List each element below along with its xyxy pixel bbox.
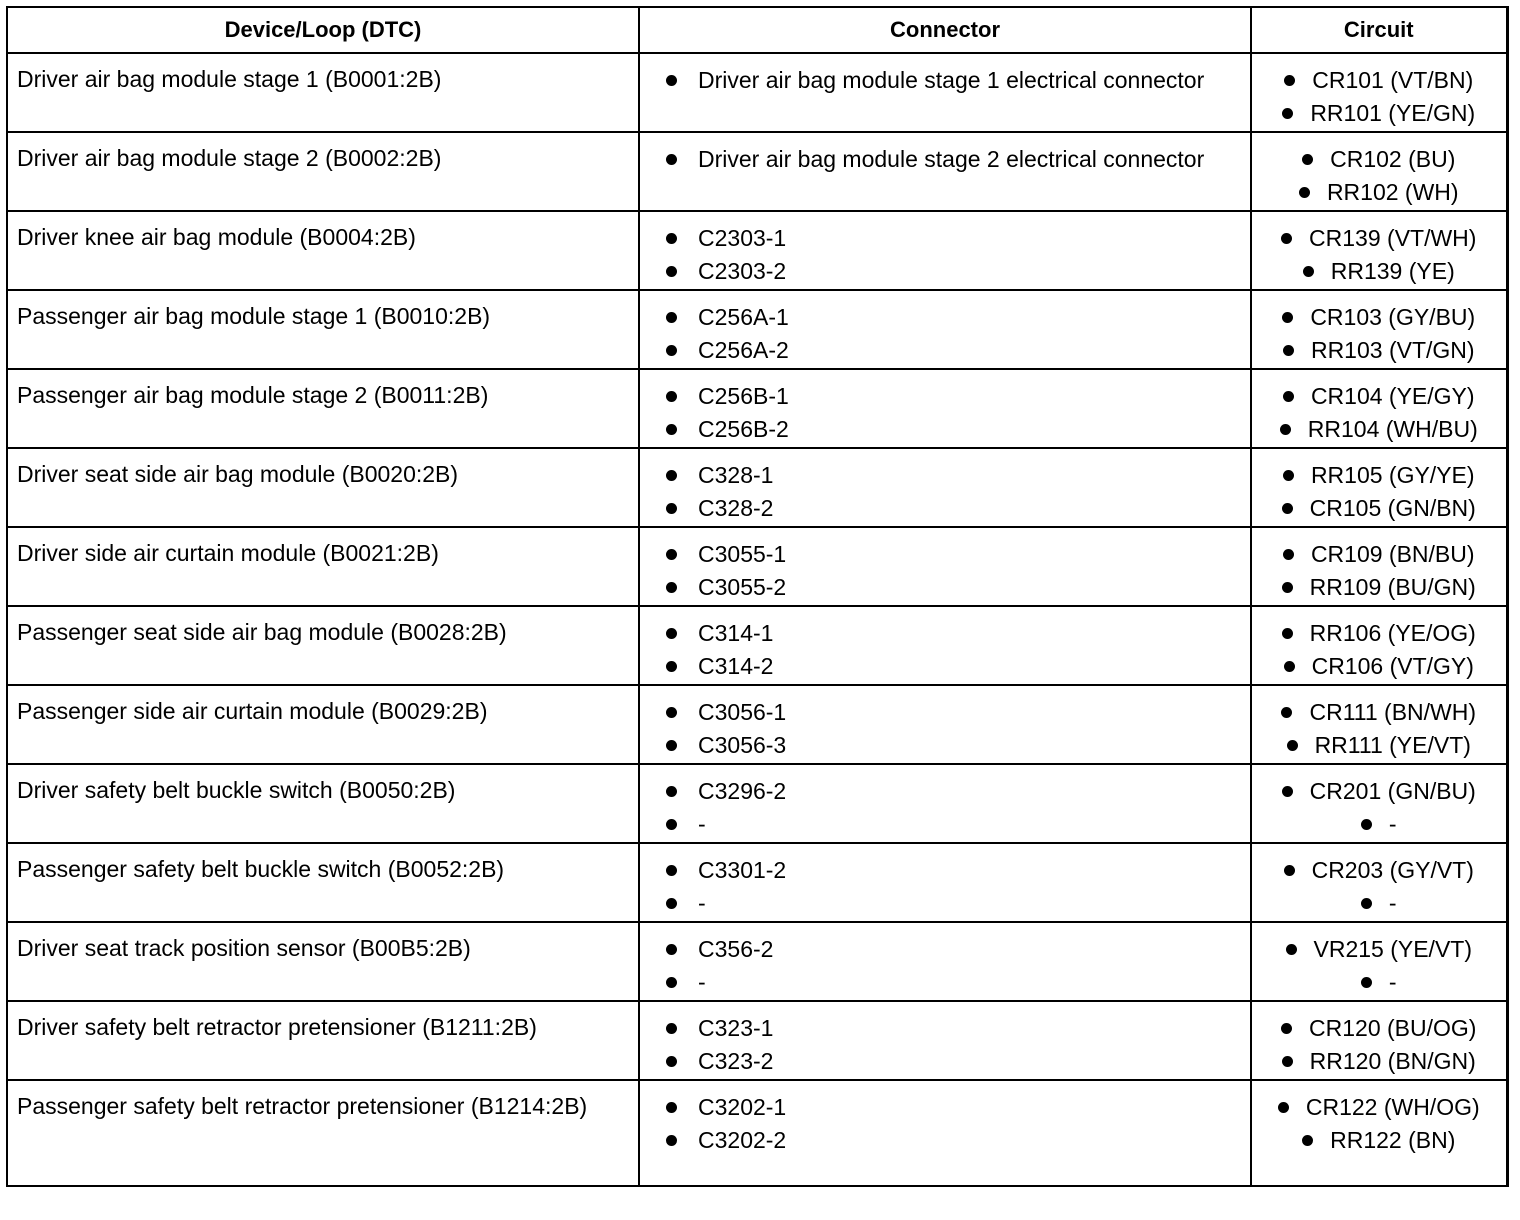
circuit-item bbox=[1262, 539, 1496, 569]
device-cell: Passenger air bag module stage 2 (B0011:2B) bbox=[7, 369, 639, 448]
device-cell: Driver air bag module stage 1 (B0001:2B) bbox=[7, 53, 639, 132]
circuit-list bbox=[1252, 844, 1506, 918]
connector-list bbox=[640, 765, 1250, 839]
dtc-connector-circuit-table bbox=[6, 6, 1509, 1187]
connector-cell bbox=[639, 1080, 1251, 1186]
connector-item: C314-1 bbox=[666, 618, 1242, 648]
circuit-label: RR102 (WH) bbox=[1326, 179, 1459, 205]
bullet-icon bbox=[1286, 944, 1297, 955]
circuit-item bbox=[1262, 381, 1496, 411]
circuit-list bbox=[1252, 1002, 1506, 1076]
device-cell: Passenger safety belt retractor pretensioner (B1214:2B) bbox=[7, 1080, 639, 1186]
bullet-icon bbox=[1299, 187, 1310, 198]
circuit-label: RR101 (YE/GN) bbox=[1310, 100, 1476, 126]
bullet-icon bbox=[1282, 628, 1293, 639]
circuit-list bbox=[1252, 212, 1506, 286]
connector-item: C256B-2 bbox=[666, 414, 1242, 444]
connector-list bbox=[640, 1081, 1250, 1155]
connector-item: C3056-3 bbox=[666, 730, 1242, 760]
connector-item: C256A-2 bbox=[666, 335, 1242, 365]
bullet-icon bbox=[1282, 582, 1293, 593]
device-cell: Passenger air bag module stage 1 (B0010:2B) bbox=[7, 290, 639, 369]
circuit-cell bbox=[1251, 448, 1507, 527]
circuit-item bbox=[1262, 98, 1496, 128]
connector-item: - bbox=[666, 809, 1242, 839]
connector-cell bbox=[639, 132, 1251, 211]
header-connector: Connector bbox=[639, 7, 1251, 53]
circuit-label: RR111 (YE/VT) bbox=[1314, 732, 1471, 758]
circuit-label: CR122 (WH/OG) bbox=[1305, 1094, 1480, 1120]
circuit-item bbox=[1262, 697, 1496, 727]
connector-cell bbox=[639, 448, 1251, 527]
circuit-label: CR203 (GY/VT) bbox=[1311, 857, 1474, 883]
circuit-label: RR122 (BN) bbox=[1330, 1127, 1456, 1153]
table-row bbox=[7, 606, 1507, 685]
connector-item: C3202-2 bbox=[666, 1125, 1242, 1155]
table-row bbox=[7, 132, 1507, 211]
circuit-list bbox=[1252, 923, 1506, 997]
connector-item: C3055-1 bbox=[666, 539, 1242, 569]
circuit-label: CR104 (YE/GY) bbox=[1310, 383, 1475, 409]
circuit-label: RR105 (GY/YE) bbox=[1310, 462, 1475, 488]
circuit-cell bbox=[1251, 527, 1507, 606]
circuit-item bbox=[1262, 618, 1496, 648]
circuit-label: RR109 (BU/GN) bbox=[1309, 574, 1476, 600]
connector-item: C3055-2 bbox=[666, 572, 1242, 602]
table-row bbox=[7, 369, 1507, 448]
connector-cell bbox=[639, 843, 1251, 922]
table-row bbox=[7, 922, 1507, 1001]
bullet-icon bbox=[1278, 1102, 1289, 1113]
circuit-item bbox=[1262, 414, 1496, 444]
connector-item: C3296-2 bbox=[666, 776, 1242, 806]
connector-cell bbox=[639, 211, 1251, 290]
bullet-icon bbox=[1283, 549, 1294, 560]
circuit-label: CR103 (GY/BU) bbox=[1310, 304, 1476, 330]
circuit-label: CR109 (BN/BU) bbox=[1310, 541, 1475, 567]
connector-cell bbox=[639, 606, 1251, 685]
circuit-label: CR101 (VT/BN) bbox=[1312, 67, 1474, 93]
bullet-icon bbox=[1283, 345, 1294, 356]
connector-list bbox=[640, 1002, 1250, 1076]
table-row bbox=[7, 764, 1507, 843]
device-cell: Passenger safety belt buckle switch (B0052:2B) bbox=[7, 843, 639, 922]
circuit-label: CR201 (GN/BU) bbox=[1309, 778, 1476, 804]
header-row bbox=[7, 7, 1507, 53]
table-row bbox=[7, 1001, 1507, 1080]
connector-cell bbox=[639, 290, 1251, 369]
connector-cell bbox=[639, 685, 1251, 764]
connector-cell bbox=[639, 764, 1251, 843]
circuit-label: VR215 (YE/VT) bbox=[1313, 936, 1472, 962]
circuit-item bbox=[1262, 730, 1496, 760]
table-body bbox=[7, 53, 1507, 1186]
connector-item: Driver air bag module stage 1 electrical connector bbox=[666, 65, 1242, 95]
circuit-cell bbox=[1251, 1080, 1507, 1186]
connector-list bbox=[640, 528, 1250, 602]
connector-list bbox=[640, 54, 1250, 95]
circuit-label: RR139 (YE) bbox=[1330, 258, 1455, 284]
connector-list bbox=[640, 844, 1250, 918]
circuit-list bbox=[1252, 686, 1506, 760]
bullet-icon bbox=[1284, 865, 1295, 876]
bullet-icon bbox=[1284, 75, 1295, 86]
circuit-item bbox=[1262, 302, 1496, 332]
circuit-label: RR120 (BN/GN) bbox=[1309, 1048, 1476, 1074]
circuit-item bbox=[1262, 934, 1496, 964]
circuit-cell bbox=[1251, 53, 1507, 132]
table-row bbox=[7, 53, 1507, 132]
circuit-cell bbox=[1251, 606, 1507, 685]
bullet-icon bbox=[1284, 661, 1295, 672]
connector-list bbox=[640, 607, 1250, 681]
circuit-label: - bbox=[1388, 890, 1397, 916]
connector-item: C256A-1 bbox=[666, 302, 1242, 332]
circuit-label: RR106 (YE/OG) bbox=[1309, 620, 1476, 646]
bullet-icon bbox=[1281, 707, 1292, 718]
connector-cell bbox=[639, 922, 1251, 1001]
circuit-cell bbox=[1251, 132, 1507, 211]
circuit-item bbox=[1262, 572, 1496, 602]
table-row bbox=[7, 290, 1507, 369]
bullet-icon bbox=[1283, 391, 1294, 402]
circuit-list bbox=[1252, 1081, 1506, 1155]
table-row bbox=[7, 685, 1507, 764]
connector-list bbox=[640, 449, 1250, 523]
connector-item: C3301-2 bbox=[666, 855, 1242, 885]
circuit-list bbox=[1252, 370, 1506, 444]
bullet-icon bbox=[1361, 977, 1372, 988]
circuit-item bbox=[1262, 809, 1496, 839]
table-row bbox=[7, 527, 1507, 606]
bullet-icon bbox=[1282, 108, 1293, 119]
bullet-icon bbox=[1282, 312, 1293, 323]
circuit-item bbox=[1262, 144, 1496, 174]
bullet-icon bbox=[1303, 266, 1314, 277]
device-cell: Driver safety belt retractor pretensioner (B1211:2B) bbox=[7, 1001, 639, 1080]
circuit-item bbox=[1262, 177, 1496, 207]
header-device: Device/Loop (DTC) bbox=[7, 7, 639, 53]
circuit-label: CR120 (BU/OG) bbox=[1309, 1015, 1477, 1041]
circuit-label: CR139 (VT/WH) bbox=[1309, 225, 1477, 251]
bullet-icon bbox=[1282, 1056, 1293, 1067]
circuit-label: CR111 (BN/WH) bbox=[1309, 699, 1477, 725]
connector-item: C328-1 bbox=[666, 460, 1242, 490]
circuit-cell bbox=[1251, 922, 1507, 1001]
connector-item: Driver air bag module stage 2 electrical connector bbox=[666, 144, 1242, 174]
bullet-icon bbox=[1302, 1135, 1313, 1146]
connector-item: C256B-1 bbox=[666, 381, 1242, 411]
circuit-item bbox=[1262, 493, 1496, 523]
connector-list bbox=[640, 291, 1250, 365]
connector-item: C3056-1 bbox=[666, 697, 1242, 727]
bullet-icon bbox=[1361, 819, 1372, 830]
circuit-label: - bbox=[1388, 969, 1397, 995]
circuit-list bbox=[1252, 133, 1506, 207]
circuit-item bbox=[1262, 888, 1496, 918]
bullet-icon bbox=[1287, 740, 1298, 751]
table-row bbox=[7, 448, 1507, 527]
circuit-list bbox=[1252, 449, 1506, 523]
circuit-list bbox=[1252, 54, 1506, 128]
circuit-item bbox=[1262, 1046, 1496, 1076]
circuit-cell bbox=[1251, 685, 1507, 764]
circuit-cell bbox=[1251, 211, 1507, 290]
circuit-list bbox=[1252, 765, 1506, 839]
table-row bbox=[7, 211, 1507, 290]
circuit-cell bbox=[1251, 843, 1507, 922]
bullet-icon bbox=[1281, 233, 1292, 244]
connector-item: C314-2 bbox=[666, 651, 1242, 681]
circuit-cell bbox=[1251, 1001, 1507, 1080]
connector-item: - bbox=[666, 888, 1242, 918]
connector-item: - bbox=[666, 967, 1242, 997]
circuit-label: RR103 (VT/GN) bbox=[1310, 337, 1475, 363]
circuit-cell bbox=[1251, 290, 1507, 369]
circuit-list bbox=[1252, 291, 1506, 365]
device-cell: Driver knee air bag module (B0004:2B) bbox=[7, 211, 639, 290]
circuit-item bbox=[1262, 855, 1496, 885]
device-cell: Driver safety belt buckle switch (B0050:2B) bbox=[7, 764, 639, 843]
circuit-item bbox=[1262, 223, 1496, 253]
circuit-list bbox=[1252, 607, 1506, 681]
circuit-cell bbox=[1251, 369, 1507, 448]
circuit-item bbox=[1262, 65, 1496, 95]
circuit-label: CR105 (GN/BN) bbox=[1309, 495, 1476, 521]
table-row bbox=[7, 1080, 1507, 1186]
circuit-item bbox=[1262, 460, 1496, 490]
circuit-label: CR102 (BU) bbox=[1330, 146, 1456, 172]
connector-list bbox=[640, 133, 1250, 174]
connector-cell bbox=[639, 53, 1251, 132]
connector-list bbox=[640, 370, 1250, 444]
circuit-list bbox=[1252, 528, 1506, 602]
device-cell: Driver side air curtain module (B0021:2B) bbox=[7, 527, 639, 606]
connector-cell bbox=[639, 369, 1251, 448]
device-cell: Driver seat track position sensor (B00B5:2B) bbox=[7, 922, 639, 1001]
connector-item: C356-2 bbox=[666, 934, 1242, 964]
bullet-icon bbox=[1361, 898, 1372, 909]
circuit-label: RR104 (WH/BU) bbox=[1307, 416, 1478, 442]
circuit-item bbox=[1262, 776, 1496, 806]
connector-item: C328-2 bbox=[666, 493, 1242, 523]
circuit-item bbox=[1262, 256, 1496, 286]
connector-item: C323-2 bbox=[666, 1046, 1242, 1076]
circuit-item bbox=[1262, 335, 1496, 365]
connector-item: C3202-1 bbox=[666, 1092, 1242, 1122]
connector-list bbox=[640, 686, 1250, 760]
circuit-label: - bbox=[1388, 811, 1397, 837]
device-cell: Passenger seat side air bag module (B0028:2B) bbox=[7, 606, 639, 685]
circuit-label: CR106 (VT/GY) bbox=[1311, 653, 1474, 679]
connector-item: C2303-1 bbox=[666, 223, 1242, 253]
connector-item: C323-1 bbox=[666, 1013, 1242, 1043]
bullet-icon bbox=[1302, 154, 1313, 165]
bullet-icon bbox=[1280, 424, 1291, 435]
bullet-icon bbox=[1282, 786, 1293, 797]
circuit-cell bbox=[1251, 764, 1507, 843]
connector-cell bbox=[639, 527, 1251, 606]
connector-list bbox=[640, 212, 1250, 286]
device-cell: Driver air bag module stage 2 (B0002:2B) bbox=[7, 132, 639, 211]
device-cell: Driver seat side air bag module (B0020:2B) bbox=[7, 448, 639, 527]
circuit-item bbox=[1262, 1013, 1496, 1043]
circuit-item bbox=[1262, 967, 1496, 997]
connector-item: C2303-2 bbox=[666, 256, 1242, 286]
circuit-item bbox=[1262, 651, 1496, 681]
table-row bbox=[7, 843, 1507, 922]
bullet-icon bbox=[1283, 470, 1294, 481]
connector-list bbox=[640, 923, 1250, 997]
header-circuit: Circuit bbox=[1251, 7, 1507, 53]
connector-cell bbox=[639, 1001, 1251, 1080]
circuit-item bbox=[1262, 1092, 1496, 1122]
device-cell: Passenger side air curtain module (B0029:2B) bbox=[7, 685, 639, 764]
circuit-item bbox=[1262, 1125, 1496, 1155]
bullet-icon bbox=[1282, 503, 1293, 514]
bullet-icon bbox=[1281, 1023, 1292, 1034]
